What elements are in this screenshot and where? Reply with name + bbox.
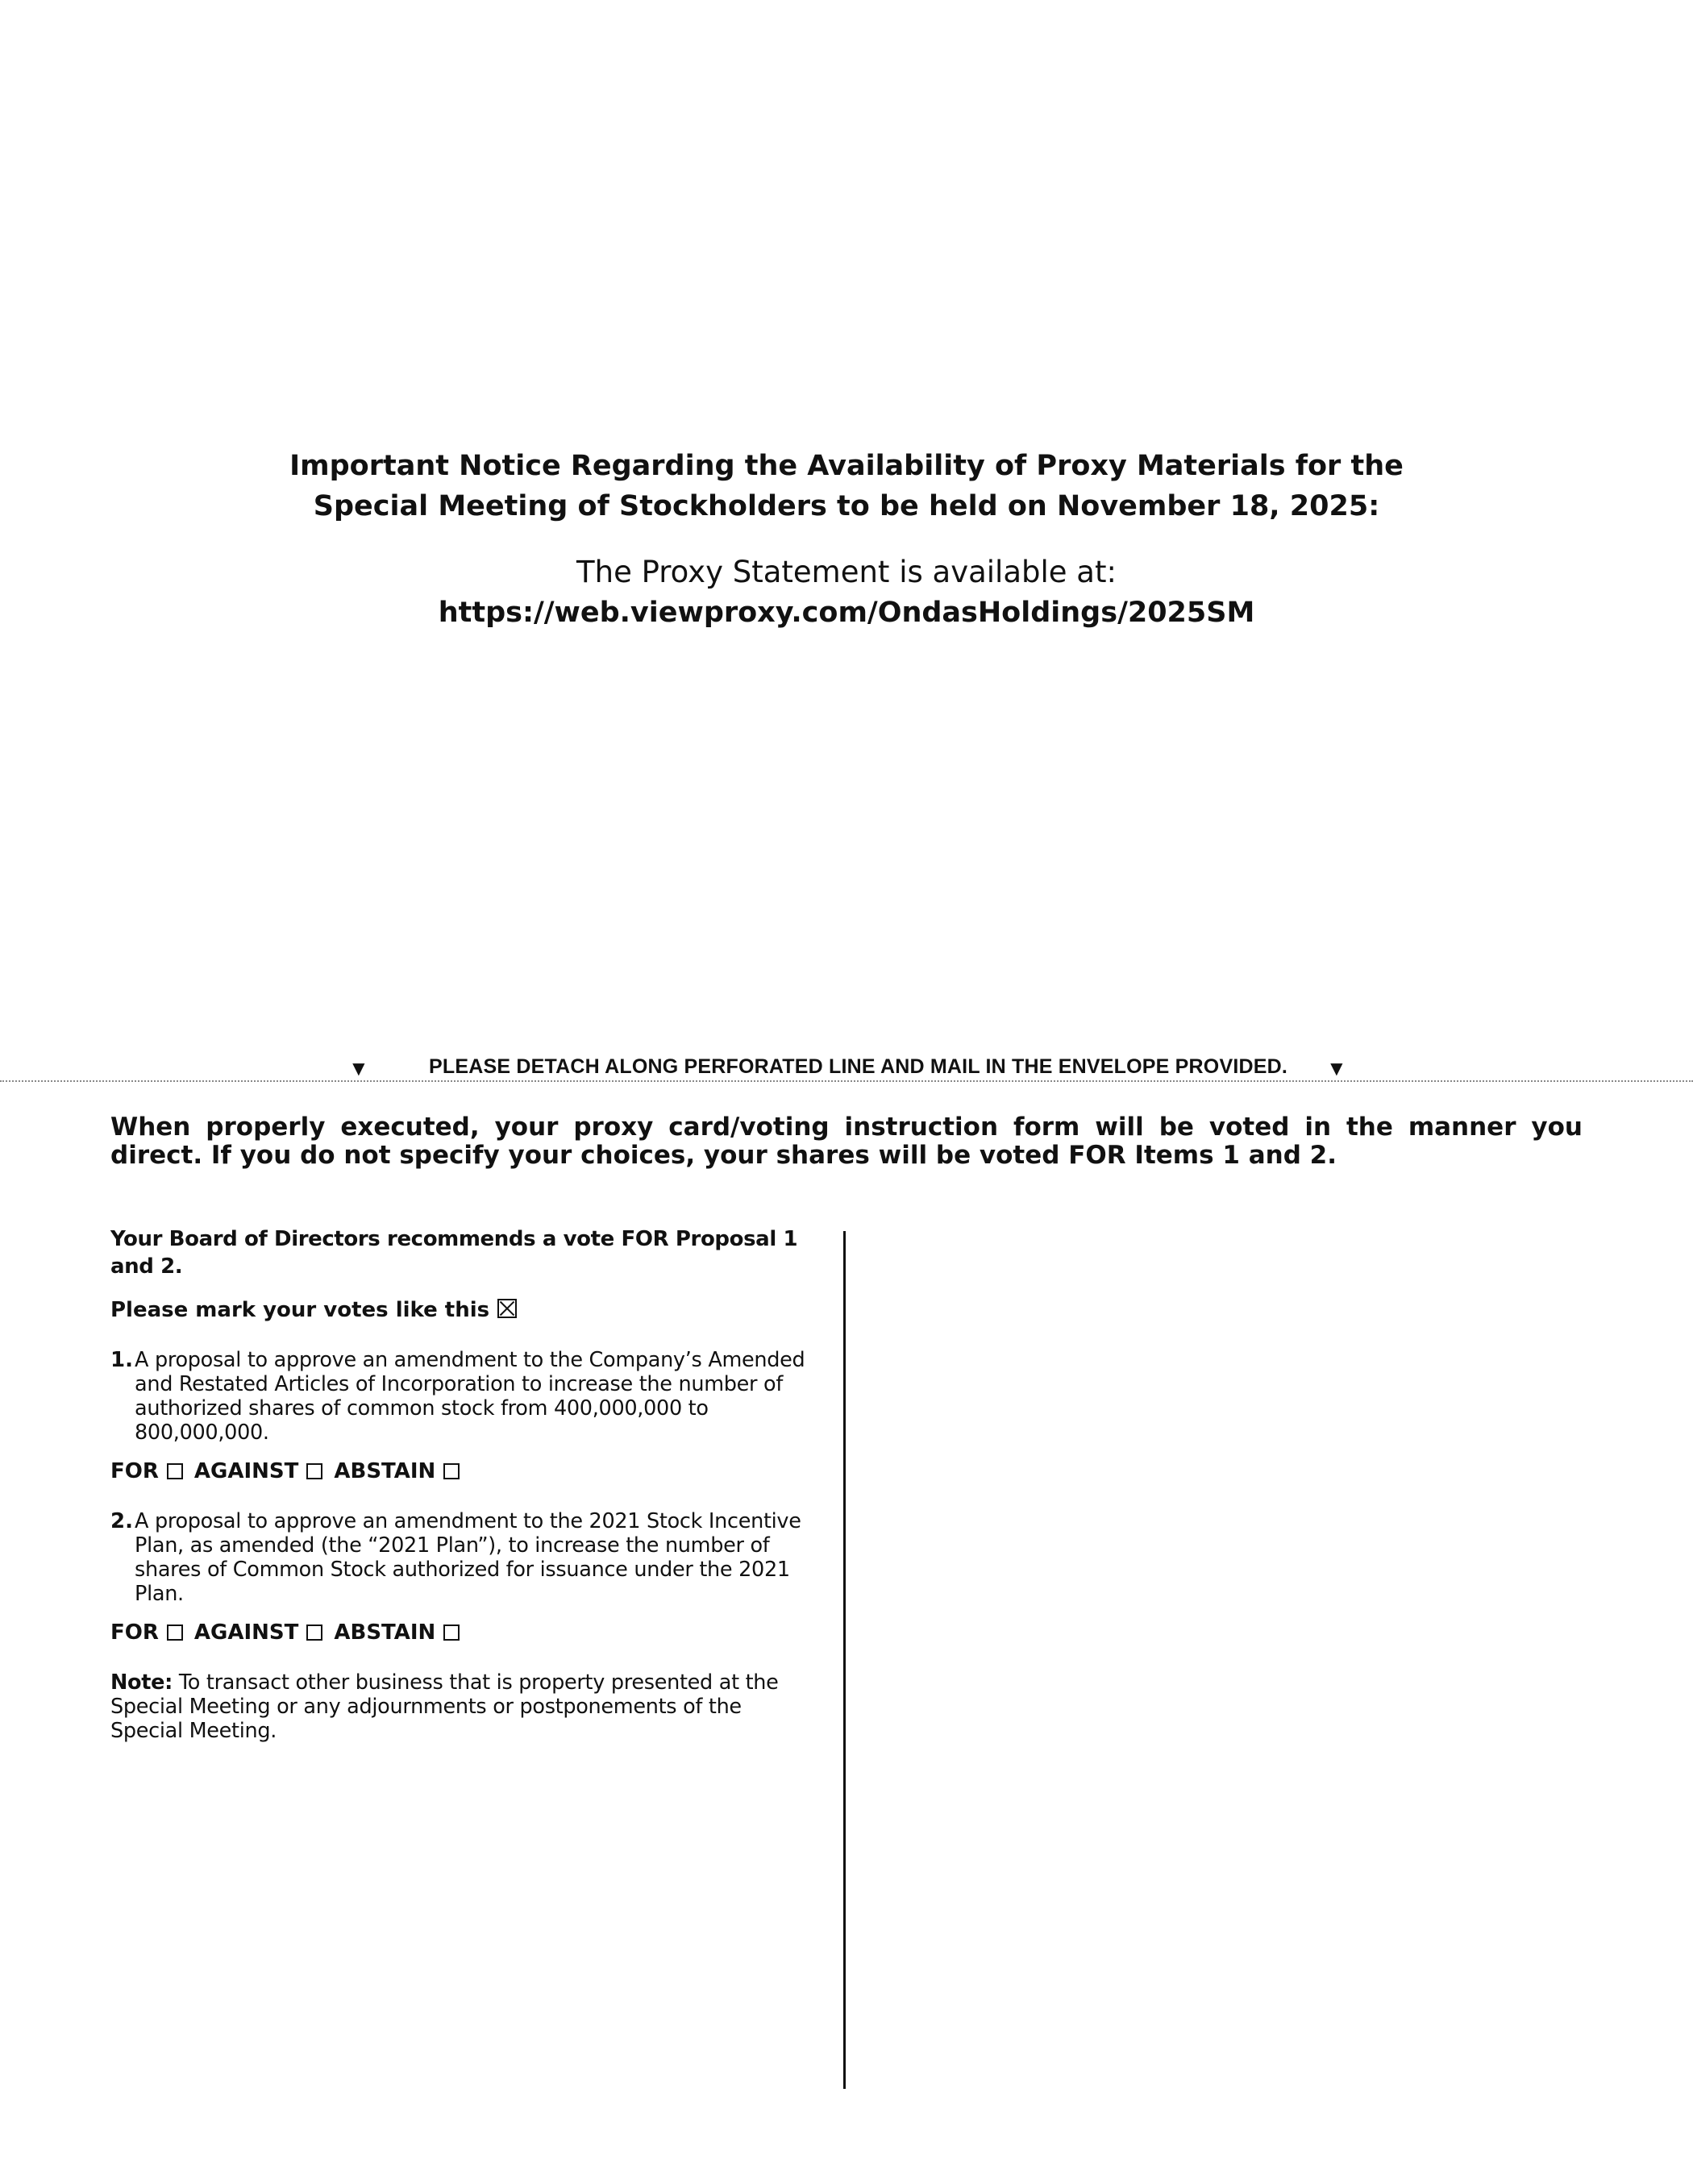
proposal-number: 1.: [110, 1348, 133, 1372]
vote-for-label: FOR: [110, 1620, 159, 1645]
vote-abstain-option: [334, 1619, 460, 1646]
ballot-section: [110, 1225, 820, 1743]
vote-against-label: AGAINST: [193, 1459, 299, 1483]
notice-heading-line-2: Special Meeting of Stockholders to be held on November 18, 2025:: [313, 490, 1380, 522]
detach-instruction-row: [0, 1048, 1693, 1080]
mark-votes-example: [110, 1296, 820, 1324]
voting-instruction: When properly executed, your proxy card/voting instruction form will be voted in the manner you direct. If you do not specify your choices, your shares will be voted FOR Items 1 and 2.: [110, 1113, 1583, 1170]
proxy-statement-available-label: The Proxy Statement is available at:: [576, 555, 1117, 589]
note-text: To transact other business that is property presented at the Special Meeting or any adjournments or postponements of the Special Meeting.: [110, 1670, 779, 1743]
proposal-2-vote-options: [110, 1619, 820, 1646]
proposal-1-for-checkbox[interactable]: [167, 1463, 183, 1479]
board-recommendation: Your Board of Directors recommends a vote FOR Proposal 1 and 2.: [110, 1227, 798, 1279]
proposal-1-vote-options: [110, 1458, 820, 1485]
proposal-2-against-checkbox[interactable]: [306, 1624, 322, 1641]
arrow-down-icon: ▼: [348, 1056, 369, 1080]
detach-instruction-text: PLEASE DETACH ALONG PERFORATED LINE AND MAIL IN THE ENVELOPE PROVIDED.: [429, 1055, 1288, 1078]
availability-notice: [0, 446, 1693, 633]
proposal-2-abstain-checkbox[interactable]: [443, 1624, 460, 1641]
proposal-1: [110, 1348, 820, 1445]
vote-against-option: [194, 1458, 322, 1485]
checked-box-icon: [497, 1299, 517, 1318]
vote-for-label: FOR: [110, 1459, 159, 1483]
note-label: Note:: [110, 1670, 173, 1695]
vote-against-label: AGAINST: [193, 1620, 299, 1645]
proposal-1-against-checkbox[interactable]: [306, 1463, 322, 1479]
proxy-statement-url[interactable]: https://web.viewproxy.com/OndasHoldings/2025SM: [438, 597, 1255, 629]
vote-abstain-label: ABSTAIN: [334, 1459, 436, 1483]
proposal-2: [110, 1509, 820, 1606]
vote-against-option: [194, 1619, 322, 1646]
vote-abstain-option: [334, 1458, 460, 1485]
other-business-note: [110, 1670, 820, 1743]
mark-votes-label: Please mark your votes like this: [110, 1298, 490, 1322]
proposal-text: A proposal to approve an amendment to the Company’s Amended and Restated Articles of Incorporation to increase the number of authorized shares of common stock from 400,000,000 to 800,000,000.: [135, 1348, 805, 1445]
proposal-1-abstain-checkbox[interactable]: [443, 1463, 460, 1479]
notice-heading-line-1: Important Notice Regarding the Availability of Proxy Materials for the: [289, 450, 1404, 482]
arrow-down-icon: ▼: [1326, 1056, 1347, 1080]
proposal-text: A proposal to approve an amendment to the 2021 Stock Incentive Plan, as amended (the “2021 Plan”), to increase the number of shares of Common Stock authorized for issuance under the 2021 Plan.: [135, 1509, 801, 1606]
vote-abstain-label: ABSTAIN: [334, 1620, 436, 1645]
proposal-number: 2.: [110, 1509, 133, 1533]
vote-for-option: [110, 1458, 183, 1485]
perforated-line: [0, 1080, 1693, 1082]
proposal-2-for-checkbox[interactable]: [167, 1624, 183, 1641]
column-divider: [843, 1231, 846, 2089]
vote-for-option: [110, 1619, 183, 1646]
